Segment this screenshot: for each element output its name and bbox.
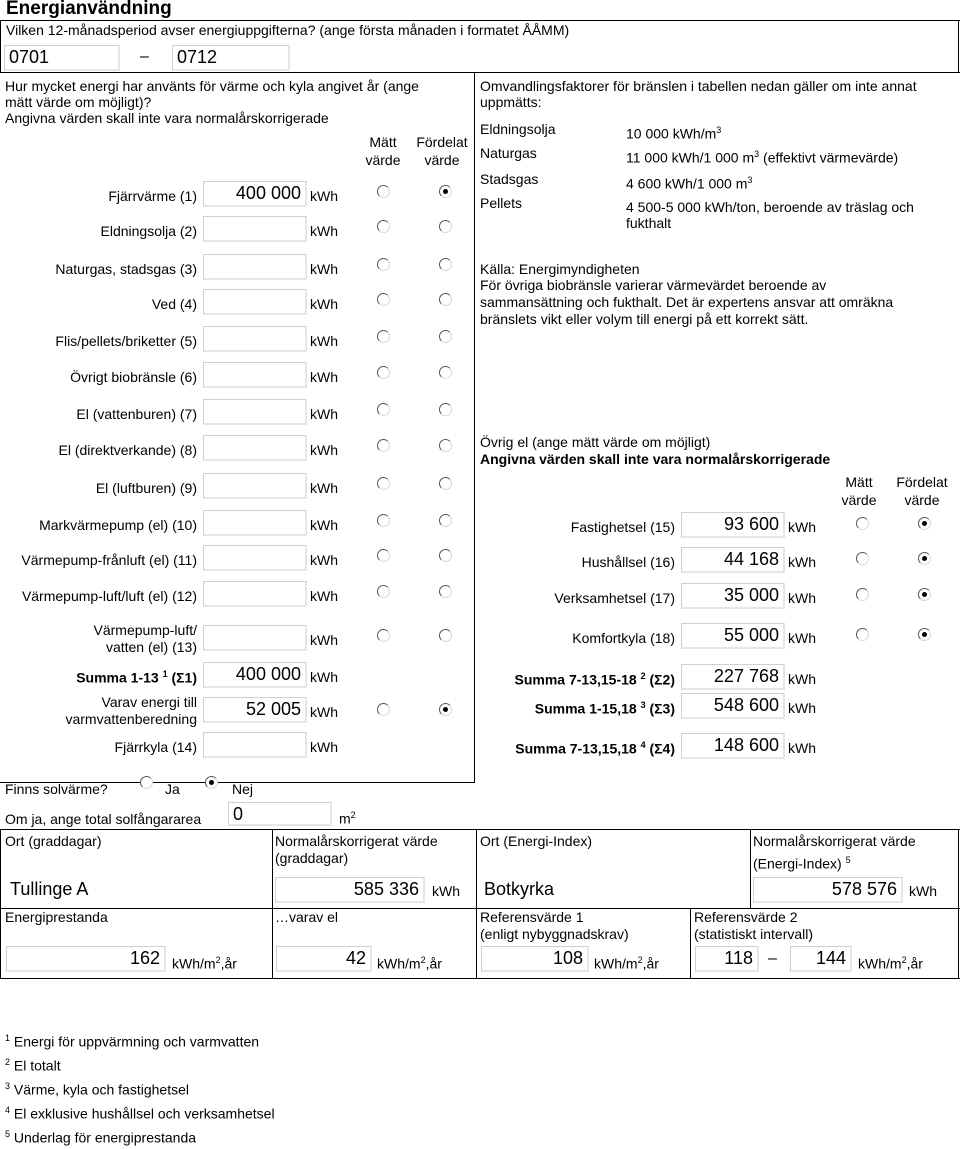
row-matt-radio[interactable]	[377, 330, 390, 343]
factor-fuel-label: Stadsgas	[480, 171, 539, 187]
row-label: Värmepump-luft/luft (el) (12)	[21, 588, 197, 604]
solar-yes-label: Ja	[165, 781, 180, 797]
heat-question-line2: mätt värde om möjligt)?	[5, 94, 152, 110]
period-dash: –	[140, 48, 149, 65]
row-matt-radio[interactable]	[377, 258, 390, 271]
ovrig-row-label: Fastighetsel (15)	[570, 519, 675, 535]
ovrig-sum-input[interactable]: 548 600	[681, 693, 785, 719]
row-label: El (vattenburen) (7)	[76, 406, 197, 422]
summa-1-13-label: Summa 1-13 $^1$ (Σ1)	[76, 669, 197, 686]
factor-value: 10 000 kWh/$m^3$	[626, 125, 722, 142]
ref1-input[interactable]: 108	[481, 946, 589, 972]
norm-graddagar-input[interactable]: 585 336	[275, 877, 425, 903]
row-value-input[interactable]	[203, 625, 307, 651]
varav-el-unit: kWh/$m^2,år$	[377, 955, 442, 972]
row-matt-radio[interactable]	[377, 585, 390, 598]
varav-matt-radio[interactable]	[377, 703, 390, 716]
row-fordelat-radio[interactable]	[439, 629, 452, 642]
row-matt-radio[interactable]	[377, 549, 390, 562]
factor-value: 4 600 kWh/1 000 $m^3$	[626, 175, 753, 192]
row-label: El (luftburen) (9)	[95, 480, 197, 496]
row-value-input[interactable]	[203, 326, 307, 352]
row-fordelat-radio[interactable]	[439, 439, 452, 452]
row-unit: kWh	[310, 369, 338, 385]
norm-energiindex-label-line1: Normalårskorrigerat värde	[753, 833, 916, 849]
row-unit: kWh	[310, 632, 338, 648]
period-to-input[interactable]: 0712	[172, 45, 290, 71]
ref2-from-input[interactable]: 118	[695, 946, 759, 972]
footnote: $^2$ El totalt	[5, 1057, 61, 1074]
factor-value: 11 000 kWh/1 000 $m^3$ (effektivt värmevärde)	[626, 149, 899, 166]
ovrig-row-unit: kWh	[788, 554, 816, 570]
norm-energiindex-unit: kWh	[909, 883, 937, 899]
row-fordelat-radio[interactable]	[439, 330, 452, 343]
ref1-label-line1: Referensvärde 1	[480, 909, 584, 925]
ovrig-row-input[interactable]: 44 168	[681, 547, 785, 573]
ovrig-row-input[interactable]: 55 000	[681, 623, 785, 649]
solar-no-radio[interactable]	[205, 776, 218, 789]
row-matt-radio[interactable]	[377, 293, 390, 306]
ovrig-row-input[interactable]: 93 600	[681, 512, 785, 538]
footnote: $^4$ El exklusive hushållsel och verksamhetsel	[5, 1105, 275, 1122]
factors-note-line1: För övriga biobränsle varierar värmevärdet beroende av	[480, 277, 827, 293]
row-fordelat-radio[interactable]	[439, 477, 452, 490]
row-fordelat-radio[interactable]	[439, 585, 452, 598]
norm-graddagar-unit: kWh	[432, 883, 460, 899]
solar-question: Finns solvärme?	[5, 781, 108, 797]
row-matt-radio[interactable]	[377, 403, 390, 416]
row-fordelat-radio[interactable]	[439, 366, 452, 379]
solar-area-label: Om ja, ange total solfångararea	[5, 811, 202, 827]
heat-note: Angivna värden skall inte vara normalårskorrigerade	[5, 110, 329, 126]
factors-intro-line2: uppmätts:	[480, 94, 542, 110]
row-fordelat-radio[interactable]	[439, 514, 452, 527]
footnote: $^5$ Underlag för energiprestanda	[5, 1129, 197, 1146]
row-label: Eldningsolja (2)	[100, 223, 197, 239]
solar-area-input[interactable]: 0	[228, 802, 332, 826]
ovrig-row-unit: kWh	[788, 590, 816, 606]
row-fordelat-radio[interactable]	[439, 549, 452, 562]
period-from-input[interactable]: 0701	[4, 45, 120, 71]
row-fordelat-radio[interactable]	[439, 258, 452, 271]
factor-value: 4 500-5 000 kWh/ton, beroende av träslag och	[626, 199, 914, 215]
row-fordelat-radio[interactable]	[439, 293, 452, 306]
ort-graddagar-value[interactable]: Tullinge A	[10, 879, 89, 899]
solar-area-unit: $m^2$	[339, 810, 356, 827]
row-matt-radio[interactable]	[377, 185, 390, 198]
norm-graddagar-label-line1: Normalårskorrigerat värde	[275, 833, 438, 849]
energiprestanda-unit: kWh/$m^2,år$	[172, 955, 237, 972]
ovrig-row-unit: kWh	[788, 630, 816, 646]
ovrig-row-label: Hushållsel (16)	[581, 554, 675, 570]
period-question: Vilken 12-månadsperiod avser energiuppgifterna? (ange första månaden i formatet ÅÅMM)	[6, 22, 570, 38]
ort-energiindex-value[interactable]: Botkyrka	[484, 879, 555, 899]
varav-el-input[interactable]: 42	[276, 946, 372, 972]
solar-yes-radio[interactable]	[140, 776, 153, 789]
factors-intro-line1: Omvandlingsfaktorer för bränslen i tabellen nedan gäller om inte annat	[480, 78, 917, 94]
varav-el-label: …varav el	[275, 909, 339, 925]
row-fordelat-radio[interactable]	[439, 403, 452, 416]
row-unit: kWh	[310, 480, 338, 496]
row-label: Värmepump-frånluft (el) (11)	[21, 552, 197, 568]
factor-fuel-label: Eldningsolja	[480, 121, 556, 137]
factors-note-line3: bränslets vikt eller volym till energi på ett korrekt sätt.	[480, 311, 809, 327]
norm-energiindex-label-line2: (Energi-Index) $^5$	[753, 855, 851, 872]
row-label: Flis/pellets/briketter (5)	[55, 333, 197, 349]
ovrig-row-fordelat-radio[interactable]	[918, 552, 931, 565]
ovrig-sum-unit: kWh	[788, 671, 816, 687]
varav-unit: kWh	[310, 704, 338, 720]
row-unit: kWh	[310, 552, 338, 568]
ovrig-row-unit: kWh	[788, 519, 816, 535]
ovrig-row-matt-radio[interactable]	[856, 628, 869, 641]
fjarrkyla-label: Fjärrkyla (14)	[114, 739, 197, 755]
varav-value-input[interactable]: 52 005	[203, 697, 307, 723]
ovrig-row-fordelat-radio[interactable]	[918, 628, 931, 641]
row-unit: kWh	[310, 442, 338, 458]
row-label: Fjärrvärme (1)	[108, 188, 197, 204]
ovrig-col-fordelat-header: Fördelat värde	[896, 474, 948, 508]
row-unit: kWh	[310, 333, 338, 349]
row-label: Markvärmepump (el) (10)	[39, 517, 197, 533]
ovrig-row-matt-radio[interactable]	[856, 517, 869, 530]
row-label: Naturgas, stadsgas (3)	[55, 261, 197, 277]
ovrig-sum-unit: kWh	[788, 740, 816, 756]
ovrig-row-fordelat-radio[interactable]	[918, 588, 931, 601]
varav-label-line2: varmvattenberedning	[65, 711, 197, 727]
row-value-input[interactable]	[203, 254, 307, 280]
ovrig-row-label: Verksamhetsel (17)	[554, 590, 675, 606]
row-value-input[interactable]	[203, 399, 307, 425]
ref2-to-input[interactable]: 144	[790, 946, 852, 972]
row-unit: kWh	[310, 261, 338, 277]
varav-fordelat-radio[interactable]	[439, 703, 452, 716]
ovrig-sum-label: Summa 1-15,18 $^3$ (Σ3)	[534, 700, 675, 717]
row-fordelat-radio[interactable]	[439, 220, 452, 233]
ovrig-el-title: Övrig el (ange mätt värde om möjligt)	[480, 434, 711, 450]
row-unit: kWh	[310, 296, 338, 312]
ovrig-sum-label: Summa 7-13,15,18 $^4$ (Σ4)	[515, 740, 675, 757]
ovrig-row-fordelat-radio[interactable]	[918, 517, 931, 530]
row-value-input[interactable]	[203, 216, 307, 242]
energiprestanda-label: Energiprestanda	[5, 909, 108, 925]
ovrig-sum-input[interactable]: 227 768	[681, 664, 785, 690]
factor-fuel-label: Pellets	[480, 195, 523, 211]
energiprestanda-input[interactable]: 162	[6, 946, 166, 972]
factor-fuel-label: Naturgas	[480, 145, 537, 161]
ovrig-row-matt-radio[interactable]	[856, 588, 869, 601]
factors-note-line2: sammansättning och fukthalt. Det är expertens ansvar att omräkna	[480, 294, 894, 310]
row-matt-radio[interactable]	[377, 220, 390, 233]
row-unit: kWh	[310, 517, 338, 533]
ovrig-sum-input[interactable]: 148 600	[681, 733, 785, 759]
ref2-label-line2: (statistiskt intervall)	[694, 926, 814, 942]
solar-no-label: Nej	[232, 781, 254, 797]
row-unit: kWh	[310, 223, 338, 239]
factor-value-line2: fukthalt	[626, 215, 672, 231]
summa-1-13-input[interactable]: 400 000	[203, 662, 307, 688]
row-unit: kWh	[310, 188, 338, 204]
ort-graddagar-label: Ort (graddagar)	[5, 833, 102, 849]
fjarrkyla-input[interactable]	[203, 732, 307, 758]
row-value-input[interactable]	[203, 581, 307, 607]
row-unit: kWh	[310, 588, 338, 604]
row-fordelat-radio[interactable]	[439, 185, 452, 198]
row-label-line2: vatten (el) (13)	[105, 639, 197, 655]
norm-graddagar-label-line2: (graddagar)	[275, 850, 349, 866]
summa-1-13-unit: kWh	[310, 669, 338, 685]
ref2-label-line1: Referensvärde 2	[694, 909, 798, 925]
row-matt-radio[interactable]	[377, 366, 390, 379]
ovrig-col-matt-header: Mätt värde	[841, 474, 877, 508]
heat-question-line1: Hur mycket energi har använts för värme och kyla angivet år (ange	[5, 78, 419, 94]
ort-energiindex-label: Ort (Energi-Index)	[480, 833, 593, 849]
ref2-dash: –	[768, 950, 777, 967]
fjarrkyla-unit: kWh	[310, 739, 338, 755]
row-label-line1: Värmepump-luft/	[93, 622, 197, 638]
page-title: Energianvändning	[6, 0, 172, 19]
ref2-unit: kWh/$m^2,år$	[858, 955, 923, 972]
row-matt-radio[interactable]	[377, 439, 390, 452]
factors-source: Källa: Energimyndigheten	[480, 261, 640, 277]
ref1-unit: kWh/$m^2,år$	[594, 955, 659, 972]
ovrig-sum-label: Summa 7-13,15-18 $^2$ (Σ2)	[514, 671, 675, 688]
ovrig-sum-unit: kWh	[788, 700, 816, 716]
norm-energiindex-input[interactable]: 578 576	[753, 877, 903, 903]
ovrig-row-input[interactable]: 35 000	[681, 583, 785, 609]
varav-label-line1: Varav energi till	[101, 694, 197, 710]
row-value-input[interactable]: 400 000	[203, 181, 307, 207]
row-label: Övrigt biobränsle (6)	[70, 369, 197, 385]
row-value-input[interactable]	[203, 473, 307, 499]
row-value-input[interactable]	[203, 289, 307, 315]
ovrig-el-note: Angivna värden skall inte vara normalårskorrigerade	[480, 451, 831, 467]
col-matt-header: Mätt värde	[365, 134, 401, 168]
ovrig-row-matt-radio[interactable]	[856, 552, 869, 565]
row-label: El (direktverkande) (8)	[58, 442, 197, 458]
row-value-input[interactable]	[203, 545, 307, 571]
row-matt-radio[interactable]	[377, 629, 390, 642]
row-matt-radio[interactable]	[377, 514, 390, 527]
row-matt-radio[interactable]	[377, 477, 390, 490]
row-value-input[interactable]	[203, 435, 307, 461]
ref1-label-line2: (enligt nybyggnadskrav)	[480, 926, 629, 942]
footnote: $^3$ Värme, kyla och fastighetsel	[5, 1081, 189, 1098]
row-unit: kWh	[310, 406, 338, 422]
footnote: $^1$ Energi för uppvärmning och varmvatten	[5, 1033, 260, 1050]
row-label: Ved (4)	[151, 296, 197, 312]
row-value-input[interactable]	[203, 362, 307, 388]
row-value-input[interactable]	[203, 510, 307, 536]
col-fordelat-header: Fördelat värde	[416, 134, 468, 168]
ovrig-row-label: Komfortkyla (18)	[572, 630, 675, 646]
